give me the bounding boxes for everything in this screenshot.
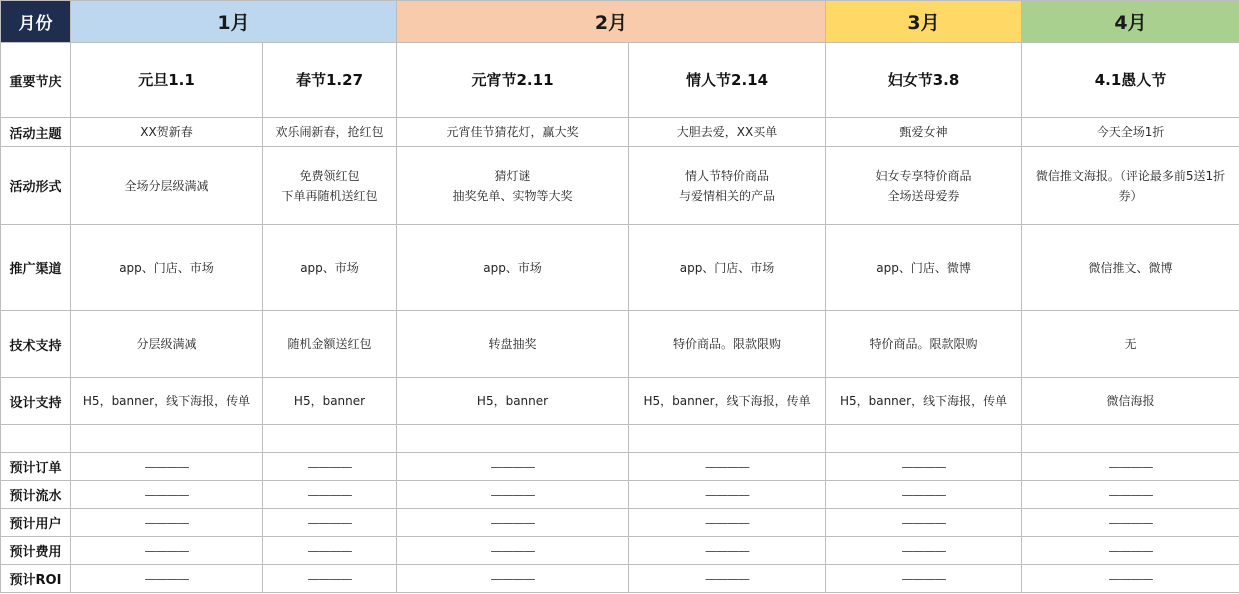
placeholder-dash: ———— — [263, 509, 397, 537]
row-label-theme: 活动主题 — [1, 118, 71, 147]
estimate-orders-row — [1, 453, 1239, 481]
design-cell: 微信海报 — [1022, 378, 1239, 425]
design-cell: H5，banner — [263, 378, 397, 425]
estimate-flow-row — [1, 481, 1239, 509]
placeholder-dash: ———— — [263, 565, 397, 593]
form-cell: 微信推文海报。（评论最多前5送1折 券） — [1022, 147, 1239, 225]
row-label-flow: 预计流水 — [1, 481, 71, 509]
placeholder-dash: ———— — [71, 453, 263, 481]
month-corner-label: 月份 — [1, 1, 71, 43]
form-cell: 情人节特价商品 与爱情相关的产品 — [629, 147, 826, 225]
row-label-design: 设计支持 — [1, 378, 71, 425]
estimate-cost-row — [1, 537, 1239, 565]
channel-cell: app、门店、微博 — [826, 225, 1022, 311]
holiday-cell: 元宵节2.11 — [397, 43, 629, 118]
placeholder-dash: ———— — [629, 537, 826, 565]
theme-cell: XX贺新春 — [71, 118, 263, 147]
row-label-cost: 预计费用 — [1, 537, 71, 565]
tech-cell: 无 — [1022, 311, 1239, 378]
tech-cell: 随机金额送红包 — [263, 311, 397, 378]
blank-cell — [1022, 425, 1239, 453]
placeholder-dash: ———— — [629, 453, 826, 481]
row-label-users: 预计用户 — [1, 509, 71, 537]
theme-row — [1, 118, 1239, 147]
blank-cell — [1, 425, 71, 453]
theme-cell: 大胆去爱，XX买单 — [629, 118, 826, 147]
theme-cell: 元宵佳节猜花灯，赢大奖 — [397, 118, 629, 147]
placeholder-dash: ———— — [629, 509, 826, 537]
channel-row — [1, 225, 1239, 311]
placeholder-dash: ———— — [1022, 481, 1239, 509]
row-label-roi: 预计ROI — [1, 565, 71, 593]
design-cell: H5，banner，线下海报，传单 — [826, 378, 1022, 425]
placeholder-dash: ———— — [1022, 537, 1239, 565]
estimate-users-row — [1, 509, 1239, 537]
channel-cell: app、市场 — [397, 225, 629, 311]
form-cell: 妇女专享特价商品 全场送母爱券 — [826, 147, 1022, 225]
placeholder-dash: ———— — [397, 537, 629, 565]
holiday-cell: 妇女节3.8 — [826, 43, 1022, 118]
row-label-channel: 推广渠道 — [1, 225, 71, 311]
blank-cell — [629, 425, 826, 453]
holiday-cell: 4.1愚人节 — [1022, 43, 1239, 118]
placeholder-dash: ———— — [71, 565, 263, 593]
placeholder-dash: ———— — [397, 565, 629, 593]
design-cell: H5，banner，线下海报，传单 — [629, 378, 826, 425]
placeholder-dash: ———— — [826, 565, 1022, 593]
theme-cell: 欢乐闹新春，抢红包 — [263, 118, 397, 147]
tech-cell: 特价商品。限款限购 — [629, 311, 826, 378]
placeholder-dash: ———— — [263, 481, 397, 509]
channel-cell: 微信推文、微博 — [1022, 225, 1239, 311]
placeholder-dash: ———— — [397, 509, 629, 537]
placeholder-dash: ———— — [1022, 565, 1239, 593]
month-header-apr: 4月 — [1022, 1, 1239, 43]
month-header-mar: 3月 — [826, 1, 1022, 43]
row-label-holiday: 重要节庆 — [1, 43, 71, 118]
channel-cell: app、门店、市场 — [71, 225, 263, 311]
placeholder-dash: ———— — [263, 537, 397, 565]
channel-cell: app、市场 — [263, 225, 397, 311]
form-row — [1, 147, 1239, 225]
holiday-cell: 春节1.27 — [263, 43, 397, 118]
tech-cell: 转盘抽奖 — [397, 311, 629, 378]
month-header-feb: 2月 — [397, 1, 826, 43]
month-header-jan: 1月 — [71, 1, 397, 43]
blank-cell — [71, 425, 263, 453]
form-cell: 全场分层级满减 — [71, 147, 263, 225]
estimate-roi-row — [1, 565, 1239, 593]
tech-cell: 特价商品。限款限购 — [826, 311, 1022, 378]
form-cell: 猜灯谜 抽奖免单、实物等大奖 — [397, 147, 629, 225]
row-label-form: 活动形式 — [1, 147, 71, 225]
design-cell: H5，banner — [397, 378, 629, 425]
holiday-row — [1, 43, 1239, 118]
placeholder-dash: ———— — [263, 453, 397, 481]
blank-row — [1, 425, 1239, 453]
placeholder-dash: ———— — [826, 509, 1022, 537]
placeholder-dash: ———— — [1022, 509, 1239, 537]
tech-cell: 分层级满减 — [71, 311, 263, 378]
design-cell: H5，banner，线下海报，传单 — [71, 378, 263, 425]
placeholder-dash: ———— — [71, 537, 263, 565]
placeholder-dash: ———— — [397, 481, 629, 509]
placeholder-dash: ———— — [629, 481, 826, 509]
blank-cell — [263, 425, 397, 453]
placeholder-dash: ———— — [71, 509, 263, 537]
holiday-cell: 元旦1.1 — [71, 43, 263, 118]
placeholder-dash: ———— — [397, 453, 629, 481]
holiday-cell: 情人节2.14 — [629, 43, 826, 118]
channel-cell: app、门店、市场 — [629, 225, 826, 311]
tech-row — [1, 311, 1239, 378]
placeholder-dash: ———— — [826, 453, 1022, 481]
row-label-orders: 预计订单 — [1, 453, 71, 481]
month-header-row — [1, 1, 1239, 43]
theme-cell: 今天全场1折 — [1022, 118, 1239, 147]
row-label-tech: 技术支持 — [1, 311, 71, 378]
theme-cell: 甄爱女神 — [826, 118, 1022, 147]
placeholder-dash: ———— — [1022, 453, 1239, 481]
placeholder-dash: ———— — [826, 537, 1022, 565]
blank-cell — [397, 425, 629, 453]
placeholder-dash: ———— — [71, 481, 263, 509]
placeholder-dash: ———— — [826, 481, 1022, 509]
blank-cell — [826, 425, 1022, 453]
placeholder-dash: ———— — [629, 565, 826, 593]
design-row — [1, 378, 1239, 425]
form-cell: 免费领红包 下单再随机送红包 — [263, 147, 397, 225]
